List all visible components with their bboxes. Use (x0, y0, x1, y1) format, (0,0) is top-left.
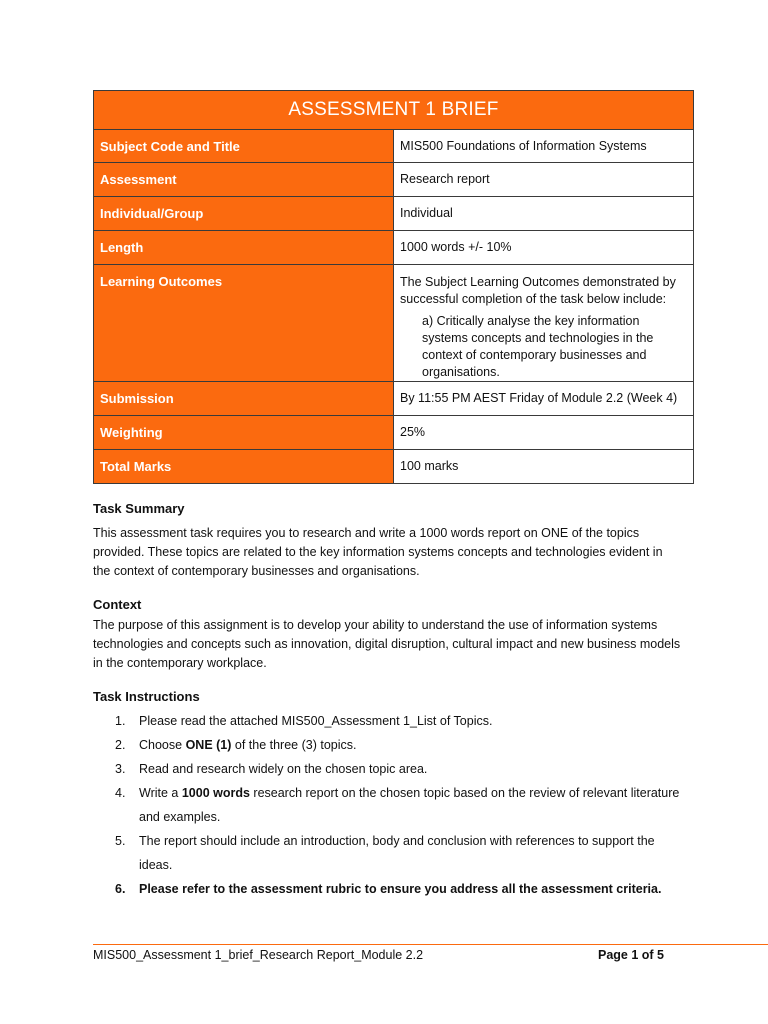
table-row (94, 450, 694, 484)
row-label-individual-group: Individual/Group (94, 197, 394, 231)
table-row (94, 197, 694, 231)
learning-outcomes-intro: The Subject Learning Outcomes demonstrated by successful completion of the task below include: (400, 275, 676, 306)
task-instructions-heading: Task Instructions (93, 689, 200, 704)
row-label-learning-outcomes: Learning Outcomes (94, 265, 394, 382)
row-label-weighting: Weighting (94, 416, 394, 450)
row-label-subject: Subject Code and Title (94, 130, 394, 163)
row-value-learning-outcomes (394, 265, 694, 382)
list-item-number: 1. (115, 714, 126, 728)
row-value-individual-group: Individual (394, 197, 694, 231)
list-item-text-bold: 1000 words (181, 786, 250, 800)
list-item-number: 4. (115, 786, 126, 800)
list-item (93, 877, 683, 901)
table-row (94, 265, 694, 382)
row-value-total-marks: 100 marks (394, 450, 694, 484)
context-section (93, 597, 683, 673)
footer-divider (93, 944, 768, 945)
row-label-submission: Submission (94, 382, 394, 416)
context-heading: Context (93, 597, 142, 612)
row-value-length: 1000 words +/- 10% (394, 231, 694, 265)
footer-document-name: MIS500_Assessment 1_brief_Research Report_Module 2.2 (93, 948, 424, 962)
list-item-text-pre: Write a (139, 786, 182, 800)
list-item-number: 5. (115, 834, 126, 848)
task-instructions-section (93, 689, 683, 901)
row-label-length: Length (94, 231, 394, 265)
table-row (94, 416, 694, 450)
list-item-text: The report should include an introduction, body and conclusion with references to support the ideas. (139, 834, 655, 872)
list-item-text-post: research report on the chosen topic based on the review of relevant literature and examples. (139, 786, 680, 824)
brief-title: ASSESSMENT 1 BRIEF (94, 91, 694, 130)
task-instructions-list (93, 709, 683, 901)
list-item-text: Please read the attached MIS500_Assessment 1_List of Topics. (139, 714, 493, 728)
row-label-total-marks: Total Marks (94, 450, 394, 484)
list-item-text (139, 733, 683, 757)
list-item (93, 757, 683, 781)
list-item-number: 6. (115, 882, 126, 896)
task-summary-section (93, 501, 683, 581)
list-item (93, 829, 683, 877)
task-summary-text: This assessment task requires you to research and write a 1000 words report on ONE of the topics provided. These topics are related to the key information systems concepts and technologies evident in the context of contemporary businesses and organisations. (93, 526, 663, 578)
list-item (93, 781, 683, 829)
list-item-text-post: of the three (3) topics. (231, 738, 357, 752)
list-item-text: Please refer to the assessment rubric to ensure you address all the assessment criteria. (139, 882, 662, 896)
row-value-subject: MIS500 Foundations of Information Systems (394, 130, 694, 163)
list-item (93, 709, 683, 733)
table-row (94, 163, 694, 197)
list-item-text (139, 781, 683, 829)
list-item-text-bold: ONE (1) (185, 738, 232, 752)
row-label-assessment: Assessment (94, 163, 394, 197)
list-item-text: Read and research widely on the chosen topic area. (139, 762, 428, 776)
list-item (93, 733, 683, 757)
row-value-assessment: Research report (394, 163, 694, 197)
task-summary-heading: Task Summary (93, 501, 185, 516)
table-row (94, 231, 694, 265)
row-value-submission: By 11:55 PM AEST Friday of Module 2.2 (Week 4) (394, 382, 694, 416)
learning-outcome-item: a) Critically analyse the key information systems concepts and technologies in the context of contemporary businesses and organisations. (422, 314, 654, 379)
assessment-brief-table (93, 90, 694, 484)
footer-page-number: Page 1 of 5 (598, 948, 664, 962)
table-row (94, 130, 694, 163)
list-item-number: 3. (115, 762, 126, 776)
row-value-weighting: 25% (394, 416, 694, 450)
list-item-text-pre: Choose (139, 738, 186, 752)
context-text: The purpose of this assignment is to develop your ability to understand the use of information systems technologies and concepts such as innovation, digital disruption, cultural impact and new business models in the contemporary workplace. (93, 618, 681, 670)
table-row (94, 382, 694, 416)
list-item-number: 2. (115, 738, 126, 752)
